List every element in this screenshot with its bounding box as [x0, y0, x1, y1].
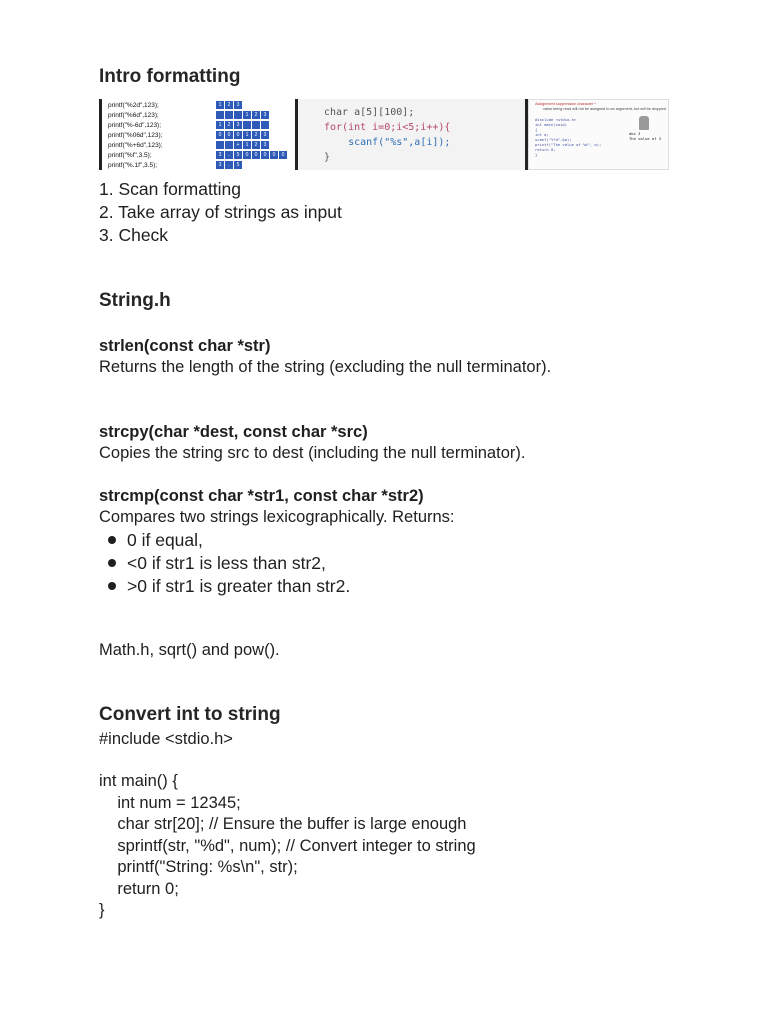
- intro-list-item: 1. Scan formatting: [99, 179, 242, 199]
- format-cell: [225, 141, 233, 149]
- format-cell: 2: [252, 111, 260, 119]
- format-cells: [216, 131, 270, 139]
- code-line: return 0;: [99, 880, 179, 898]
- format-row: [108, 141, 294, 151]
- format-cell: 0: [243, 151, 251, 159]
- assignment-suppression-image: [528, 99, 669, 170]
- slide-title: Assignment suppression character *: [535, 102, 596, 106]
- format-cell: [243, 121, 251, 129]
- strlen-signature: strlen(const char *str): [99, 337, 271, 355]
- code-line: scanf("%s",a[i]);: [324, 137, 451, 148]
- code-line: printf("String: %s\n", str);: [99, 858, 298, 876]
- format-cells: [216, 111, 270, 119]
- format-cell: 3: [261, 141, 269, 149]
- format-cells: [216, 161, 243, 169]
- code-line: }: [535, 152, 538, 157]
- format-row: [108, 151, 294, 161]
- code-line: return 0;: [535, 147, 556, 152]
- format-cell: [252, 121, 260, 129]
- format-cell: [225, 111, 233, 119]
- code-line: int num = 12345;: [99, 794, 241, 812]
- format-label: printf("%-6d",123);: [108, 122, 162, 129]
- output-line: The value of 3: [629, 136, 662, 141]
- format-cell: 2: [252, 141, 260, 149]
- format-cell: 3: [261, 111, 269, 119]
- code-line: }: [324, 152, 331, 163]
- intro-images-strip: [99, 99, 669, 170]
- format-cells: [216, 151, 288, 159]
- bullet-icon: [108, 559, 116, 567]
- code-line: {: [535, 127, 538, 132]
- format-cell: [216, 141, 224, 149]
- math-note: Math.h, sqrt() and pow().: [99, 641, 280, 659]
- format-cell: 3: [234, 101, 242, 109]
- heading-intro-formatting: Intro formatting: [99, 66, 241, 87]
- format-cell: 0: [252, 151, 260, 159]
- code-line: sprintf(str, "%d", num); // Convert integer to string: [99, 837, 476, 855]
- format-cell: 1: [243, 141, 251, 149]
- code-line: scanf("%*d",&a);: [535, 137, 572, 142]
- format-row: [108, 161, 294, 170]
- strlen-description: Returns the length of the string (excluding the null terminator).: [99, 358, 552, 376]
- heading-string-h: String.h: [99, 290, 171, 311]
- format-cell: 3: [261, 131, 269, 139]
- code-line: char a[5][100];: [324, 107, 415, 118]
- format-label: printf("%f",3.5);: [108, 152, 152, 159]
- format-cells: [216, 121, 270, 129]
- format-cell: 3: [216, 161, 224, 169]
- format-cell: 1: [216, 121, 224, 129]
- code-line: }: [99, 901, 105, 919]
- format-cells: [216, 101, 243, 109]
- code-line: printf("The value of %d", a);: [535, 142, 602, 147]
- format-cell: [234, 111, 242, 119]
- code-line: for(int i=0;i<5;i++){: [324, 122, 451, 133]
- format-label: printf("%2d",123);: [108, 102, 159, 109]
- printf-format-table-image: [99, 99, 298, 170]
- format-cell: 5: [234, 161, 242, 169]
- list-item: >0 if str1 is greater than str2.: [99, 575, 350, 598]
- format-cell: .: [225, 161, 233, 169]
- format-label: printf("%06d",123);: [108, 132, 163, 139]
- format-cell: 0: [234, 131, 242, 139]
- format-cell: 0: [216, 131, 224, 139]
- bullet-icon: [108, 582, 116, 590]
- strcmp-description: Compares two strings lexicographically. Returns:: [99, 508, 455, 526]
- code-line: #include <stdio.h>: [99, 730, 233, 748]
- format-cell: 1: [243, 131, 251, 139]
- code-line: #include <stdio.h>: [535, 117, 577, 122]
- scanf-array-code-image: [295, 99, 528, 170]
- format-cell: 2: [225, 101, 233, 109]
- list-item: 0 if equal,: [99, 529, 203, 552]
- format-cell: 1: [216, 101, 224, 109]
- format-label: printf("%6d",123);: [108, 112, 159, 119]
- code-line: int main() {: [99, 772, 178, 790]
- format-cell: 2: [252, 131, 260, 139]
- code-line: int a;: [535, 132, 549, 137]
- format-cells: [216, 141, 270, 149]
- format-cell: 0: [279, 151, 287, 159]
- intro-list-item: 2. Take array of strings as input: [99, 202, 342, 222]
- intro-list-item: 3. Check: [99, 225, 169, 245]
- format-cell: .: [225, 151, 233, 159]
- format-cell: 0: [261, 151, 269, 159]
- strcpy-signature: strcpy(char *dest, const char *src): [99, 423, 368, 441]
- lamp-icon: [639, 116, 649, 130]
- format-cell: 2: [225, 121, 233, 129]
- format-cell: 3: [216, 151, 224, 159]
- output-line: abc 3: [629, 131, 641, 136]
- heading-convert-int: Convert int to string: [99, 704, 281, 725]
- list-item: <0 if str1 is less than str2,: [99, 552, 326, 575]
- format-row: [108, 131, 294, 141]
- format-row: [108, 111, 294, 121]
- format-row: [108, 101, 294, 111]
- bullet-icon: [108, 536, 116, 544]
- format-cell: 0: [270, 151, 278, 159]
- format-row: [108, 121, 294, 131]
- format-cell: +: [234, 141, 242, 149]
- code-line: int main(void): [535, 122, 568, 127]
- strcmp-signature: strcmp(const char *str1, const char *str2): [99, 487, 424, 505]
- format-cell: [261, 121, 269, 129]
- format-cell: 1: [243, 111, 251, 119]
- format-cell: [216, 111, 224, 119]
- format-cell: 3: [234, 121, 242, 129]
- format-label: printf("%+6d",123);: [108, 142, 163, 149]
- slide-subtitle: value being read will not be assigned to an argument, but will be dropped: [543, 107, 666, 111]
- format-label: printf("%.1f",3.5);: [108, 162, 158, 169]
- strcpy-description: Copies the string src to dest (including the null terminator).: [99, 444, 526, 462]
- code-line: char str[20]; // Ensure the buffer is large enough: [99, 815, 467, 833]
- format-cell: 5: [234, 151, 242, 159]
- format-cell: 0: [225, 131, 233, 139]
